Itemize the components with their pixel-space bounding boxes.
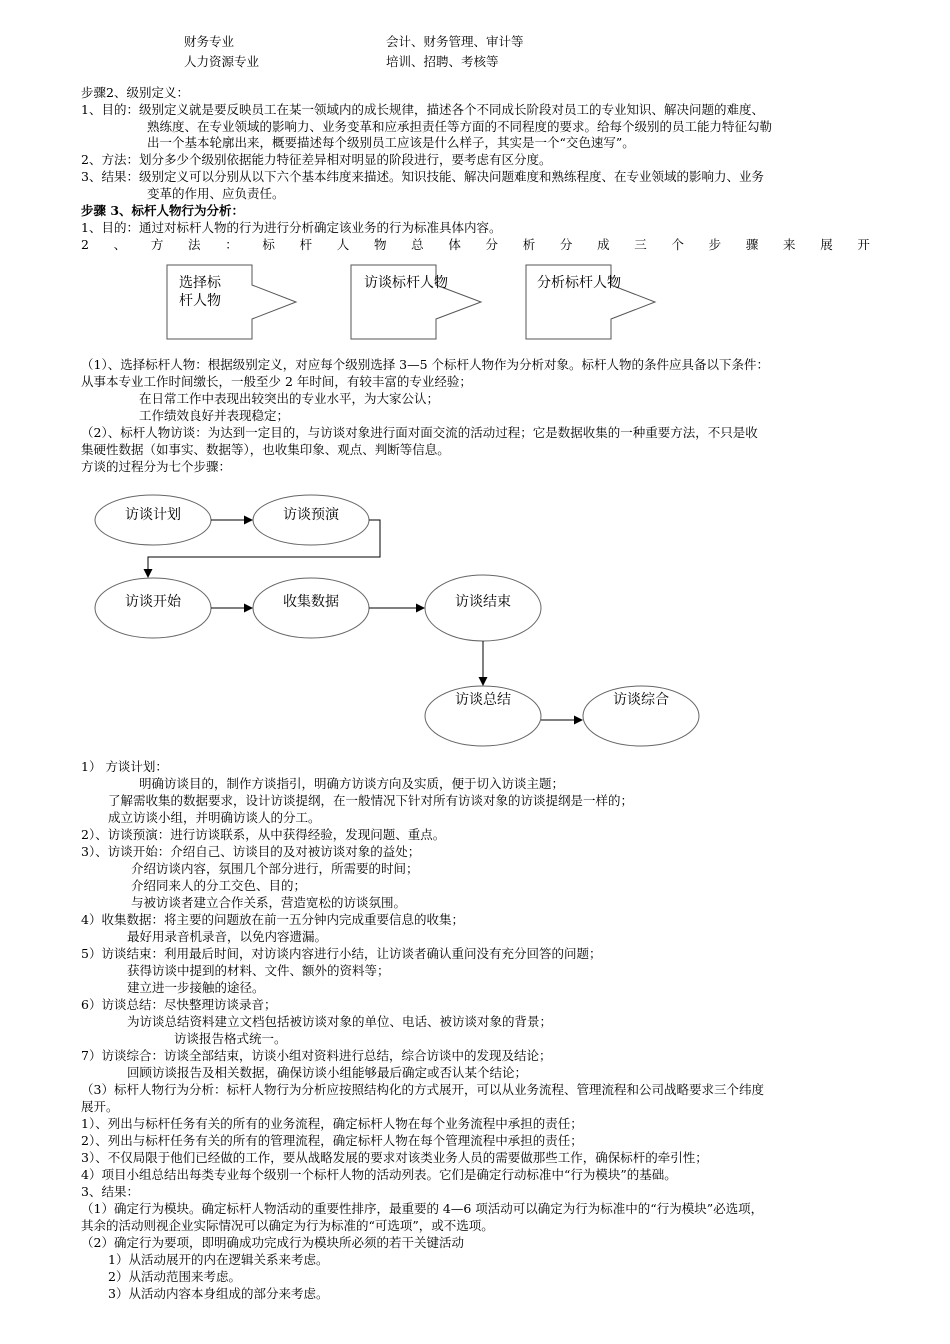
arrow-step-select-label-1: 选择标 bbox=[179, 275, 221, 291]
step2-purpose-line2: 熟练度、在专业领域的影响力、业务变革和应承担责任等方面的不同程度的要求。给每个级别的员工能力特征勾勒 bbox=[147, 119, 773, 134]
table-cell-courses-finance: 会计、财务管理、审计等 bbox=[386, 34, 524, 49]
flow-label-plan: 访谈计划 bbox=[125, 507, 181, 523]
flow-label-summary: 访谈总结 bbox=[455, 692, 511, 708]
table-cell-courses-hr: 培训、招聘、考核等 bbox=[386, 54, 499, 69]
result-r2-item1: 1）从活动展开的内在逻辑关系来考虑。 bbox=[108, 1252, 329, 1267]
detail-s5-a: 获得访谈中提到的材料、文件、额外的资料等； bbox=[127, 963, 390, 978]
interview-flow-diagram bbox=[0, 480, 950, 760]
result-r1-line2: 其余的活动则视企业实际情况可以确定为行为标准的“可选项”，或不选项。 bbox=[81, 1218, 494, 1233]
detail-s1-b: 了解需收集的数据要求，设计访谈提纲，在一般情况下针对所有访谈对象的访谈提纲是一样的； bbox=[108, 793, 634, 808]
detail-s5-title: 5）访谈结束：利用最后时间，对访谈内容进行小结，让访谈者确认重问没有充分回答的问题； bbox=[81, 946, 602, 961]
detail-s1-a: 明确访谈目的，制作方谈指引，明确方访谈方向及实质，便于切入访谈主题； bbox=[139, 776, 565, 791]
select-line1: （1）、选择标杆人物：根据级别定义，对应每个级别选择 3—5 个标杆人物作为分析对象。标杆人物的条件应具备以下条件： bbox=[81, 357, 770, 372]
detail-s3-c: 与被访谈者建立合作关系，营造宽松的访谈氛围。 bbox=[131, 895, 407, 910]
step2-result-line2: 变革的作用、应负责任。 bbox=[147, 186, 285, 201]
step3-heading: 步骤 3、标杆人物行为分析： bbox=[81, 203, 245, 218]
detail-s6-a: 为访谈总结资料建立文档包括被访谈对象的单位、电话、被访谈对象的背景； bbox=[127, 1014, 553, 1029]
detail-s7-a: 回顾访谈报告及相关数据，确保访谈小组能够最后确定或否认某个结论； bbox=[127, 1065, 528, 1080]
detail-s3-b: 介绍同来人的分工交色、目的； bbox=[131, 878, 307, 893]
select-line4: 工作绩效良好并表现稳定； bbox=[139, 408, 290, 423]
table-cell-major-hr: 人力资源专业 bbox=[184, 54, 260, 69]
analysis-line2: 展开。 bbox=[81, 1099, 119, 1114]
flow-label-start: 访谈开始 bbox=[125, 594, 181, 610]
result-r1-line1: （1）确定行为模块。确定标杆人物活动的重要性排序，最重要的 4—6 项活动可以确定为行为标准中的“行为模块”必选项， bbox=[81, 1201, 764, 1216]
step2-result-line1: 3、结果：级别定义可以分别从以下六个基本纬度来描述。知识技能、解决问题难度和熟练程度、在专业领域的影响力、业务 bbox=[81, 169, 764, 184]
detail-s3-title: 3）、访谈开始：介绍自己、访谈目的及对被访谈对象的益处； bbox=[81, 844, 421, 859]
flow-label-rehearse: 访谈预演 bbox=[283, 507, 339, 523]
step3-method-justified: 2 、 方 法 ： 标 杆 人 物 总 体 分 析 分 成 三 个 步 骤 来 展 开 bbox=[81, 237, 870, 252]
detail-s6-b: 访谈报告格式统一。 bbox=[174, 1031, 287, 1046]
flow-label-synthesis: 访谈综合 bbox=[613, 692, 669, 708]
arrow-step-select-label-2: 杆人物 bbox=[179, 293, 221, 309]
result-r2-item2: 2）从活动范围来考虑。 bbox=[108, 1269, 241, 1284]
step2-heading: 步骤2、级别定义： bbox=[81, 85, 189, 100]
detail-s3-a: 介绍访谈内容，氛围几个部分进行，所需要的时间； bbox=[131, 861, 419, 876]
flow-label-collect: 收集数据 bbox=[283, 594, 339, 610]
step2-purpose-line1: 1、目的：级别定义就是要反映员工在某一领域内的成长规律，描述各个不同成长阶段对员工的专业知识、解决问题的难度、 bbox=[81, 102, 764, 117]
detail-s2: 2）、访谈预演：进行访谈联系，从中获得经验，发现问题、重点。 bbox=[81, 827, 446, 842]
detail-s4-a: 最好用录音机录音，以免内容遗漏。 bbox=[127, 929, 328, 944]
interview-line1: （2）、标杆人物访谈：为达到一定目的，与访谈对象进行面对面交流的活动过程；它是数据收集的一种重要方法，不只是收 bbox=[81, 425, 758, 440]
analysis-item4: 4）项目小组总结出每类专业每个级别一个标杆人物的活动列表。它们是确定行动标准中“行为模块”的基础。 bbox=[81, 1167, 677, 1182]
result-r2-item3: 3）从活动内容本身组成的部分来考虑。 bbox=[108, 1286, 329, 1301]
analysis-item2: 2）、列出与标杆任务有关的所有的管理流程，确定标杆人物在每个管理流程中承担的责任； bbox=[81, 1133, 583, 1148]
detail-s5-b: 建立进一步接触的途径。 bbox=[127, 980, 265, 995]
analysis-line1: （3）标杆人物行为分析：标杆人物行为分析应按照结构化的方式展开，可以从业务流程、管理流程和公司战略要求三个纬度 bbox=[81, 1082, 764, 1097]
detail-s1-title: 1） 方谈计划： bbox=[81, 759, 168, 774]
table-cell-major-finance: 财务专业 bbox=[184, 34, 235, 49]
analysis-item1: 1）、列出与标杆任务有关的所有的业务流程，确定标杆人物在每个业务流程中承担的责任； bbox=[81, 1116, 583, 1131]
analysis-item3: 3）、不仅局限于他们已经做的工作，要从战略发展的要求对该类业务人员的需要做那些工作，确保标杆的牵引性； bbox=[81, 1150, 708, 1165]
detail-s1-c: 成立访谈小组，并明确访谈人的分工。 bbox=[108, 810, 321, 825]
arrow-steps-diagram bbox=[0, 0, 950, 340]
detail-s7-title: 7）访谈综合：访谈全部结束，访谈小组对资料进行总结，综合访谈中的发现及结论； bbox=[81, 1048, 552, 1063]
detail-s6-title: 6）访谈总结：尽快整理访谈录音； bbox=[81, 997, 277, 1012]
step2-purpose-line3: 出一个基本轮廓出来，概要描述每个级别员工应该是什么样子，其实是一个“交色速写”。 bbox=[147, 135, 635, 150]
step2-method: 2、方法：划分多少个级别依据能力特征差异相对明显的阶段进行，要考虑有区分度。 bbox=[81, 152, 552, 167]
arrow-step-analyze-label: 分析标杆人物 bbox=[537, 275, 621, 291]
detail-s4-title: 4）收集数据：将主要的问题放在前一五分钟内完成重要信息的收集； bbox=[81, 912, 464, 927]
select-line3: 在日常工作中表现出较突出的专业水平，为大家公认； bbox=[139, 391, 440, 406]
step3-purpose: 1、目的：通过对标杆人物的行为进行分析确定该业务的行为标准具体内容。 bbox=[81, 220, 502, 235]
interview-line2: 集硬性数据（如事实、数据等），也收集印象、观点、判断等信息。 bbox=[81, 442, 450, 457]
flow-label-end: 访谈结束 bbox=[455, 594, 511, 610]
result-r2: （2）确定行为要项，即明确成功完成行为模块所必须的若干关键活动 bbox=[81, 1235, 464, 1250]
result-heading: 3、结果： bbox=[81, 1184, 139, 1199]
interview-line3: 方谈的过程分为七个步骤： bbox=[81, 459, 232, 474]
arrow-step-interview-label: 访谈标杆人物 bbox=[364, 275, 448, 291]
select-line2: 从事本专业工作时间缴长，一般至少 2 年时间，有较丰富的专业经验； bbox=[81, 374, 472, 389]
